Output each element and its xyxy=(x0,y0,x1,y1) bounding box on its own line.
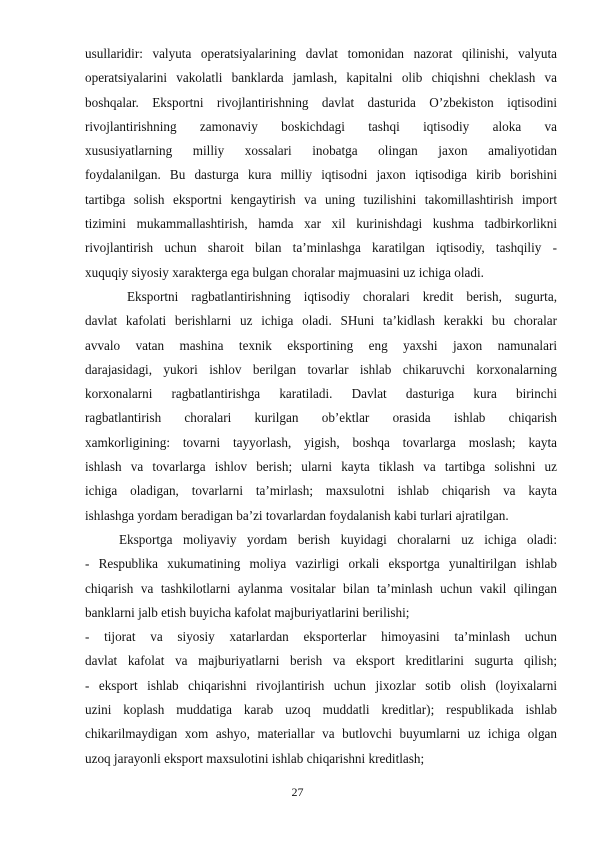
text-line: rivojlantirishning zamonaviy boskichdagi tashqi iqtisodiy aloka va xyxy=(85,118,557,134)
document-body xyxy=(85,42,557,771)
text-line: tizimini mukammallashtirish, hamda xar xil kurinishdagi kushma tadbirkorlikni xyxy=(85,216,557,232)
text-line: Eksportga moliyaviy yordam berish kuyidagi choralarni uz ichiga oladi: xyxy=(119,531,557,547)
text-line: - Respublika xukumatining moliya vazirligi orkali eksportga yunaltirilgan ishlab xyxy=(85,556,557,572)
text-line: - eksport ishlab chiqarishni rivojlantirish uchun jixozlar sotib olish (loyixalarni xyxy=(85,677,557,693)
text-line: tartibga solish eksportni kengaytirish va uning tuzilishini takomillashtirish import xyxy=(85,191,557,207)
text-line: davlat kafolati berishlarni uz ichiga oladi. SHuni ta’kidlash kerakki bu choralar xyxy=(85,313,557,329)
text-line: chikarilmaydigan xom ashyo, materiallar va butlovchi buyumlarni uz ichiga olgan xyxy=(85,726,557,742)
text-line: uzini koplash muddatiga karab uzoq muddatli kreditlar); respublikada ishlab xyxy=(85,702,557,718)
text-line: ragbatlantirish choralari kurilgan ob’ektlar orasida ishlab chiqarish xyxy=(85,410,557,426)
text-line: xususiyatlarning milliy xossalari inobatga olingan jaxon amaliyotidan xyxy=(85,143,557,159)
text-line: chiqarish va tashkilotlarni aylanma vositalar bilan ta’minlash uchun vakil qilingan xyxy=(85,580,557,596)
text-line: Eksportni ragbatlantirishning iqtisodiy choralari kredit berish, sugurta, xyxy=(127,288,557,304)
text-line: avvalo vatan mashina texnik eksportining eng yaxshi jaxon namunalari xyxy=(85,337,557,353)
text-line: ishlash va tovarlarga ishlov berish; ularni kayta tiklash va tartibga solishni uz xyxy=(85,459,557,475)
text-line: operatsiyalarini vakolatli banklarda jamlash, kapitalni olib chiqishni cheklash va xyxy=(85,70,557,86)
text-line: foydalanilgan. Bu dasturga kura milliy iqtisodni jaxon iqtisodiga kirib borishini xyxy=(85,167,557,183)
text-line: ishlashga yordam beradigan ba’zi tovarlardan foydalanish kabi turlari ajratilgan. xyxy=(85,507,509,523)
text-line: davlat kafolat va majburiyatlarni berish va eksport kreditlarini sugurta qilish; xyxy=(85,653,557,669)
text-line: rivojlantirish uchun sharoit bilan ta’minlashga karatilgan iqtisodiy, tashqiliy - xyxy=(85,240,557,256)
page-number: 27 xyxy=(291,785,304,799)
text-line: ichiga oladigan, tovarlarni ta’mirlash; maxsulotni ishlab chiqarish va kayta xyxy=(85,483,557,499)
text-line: korxonalarni ragbatlantirishga karatiladi. Davlat dasturiga kura birinchi xyxy=(85,386,557,402)
text-line: banklarni jalb etish buyicha kafolat majburiyatlarini berilishi; xyxy=(85,604,410,620)
text-line: darajasidagi, yukori ishlov berilgan tovarlar ishlab chikaruvchi korxonalarning xyxy=(85,361,557,377)
text-line: boshqalar. Eksportni rivojlantirishning davlat dasturida O’zbekiston iqtisodini xyxy=(85,94,557,110)
text-line: - tijorat va siyosiy xatarlardan eksporterlar himoyasini ta’minlash uchun xyxy=(85,629,557,645)
text-line: xamkorligining: tovarni tayyorlash, yigish, boshqa tovarlarga moslash; kayta xyxy=(85,434,557,450)
text-line: uzoq jarayonli eksport maxsulotini ishlab chiqarishni kreditlash; xyxy=(85,750,425,766)
text-line: xuquqiy siyosiy xarakterga ega bulgan choralar majmuasini uz ichiga oladi. xyxy=(85,264,484,280)
text-line: usullaridir: valyuta operatsiyalarining davlat tomonidan nazorat qilinishi, valyuta xyxy=(85,46,557,61)
